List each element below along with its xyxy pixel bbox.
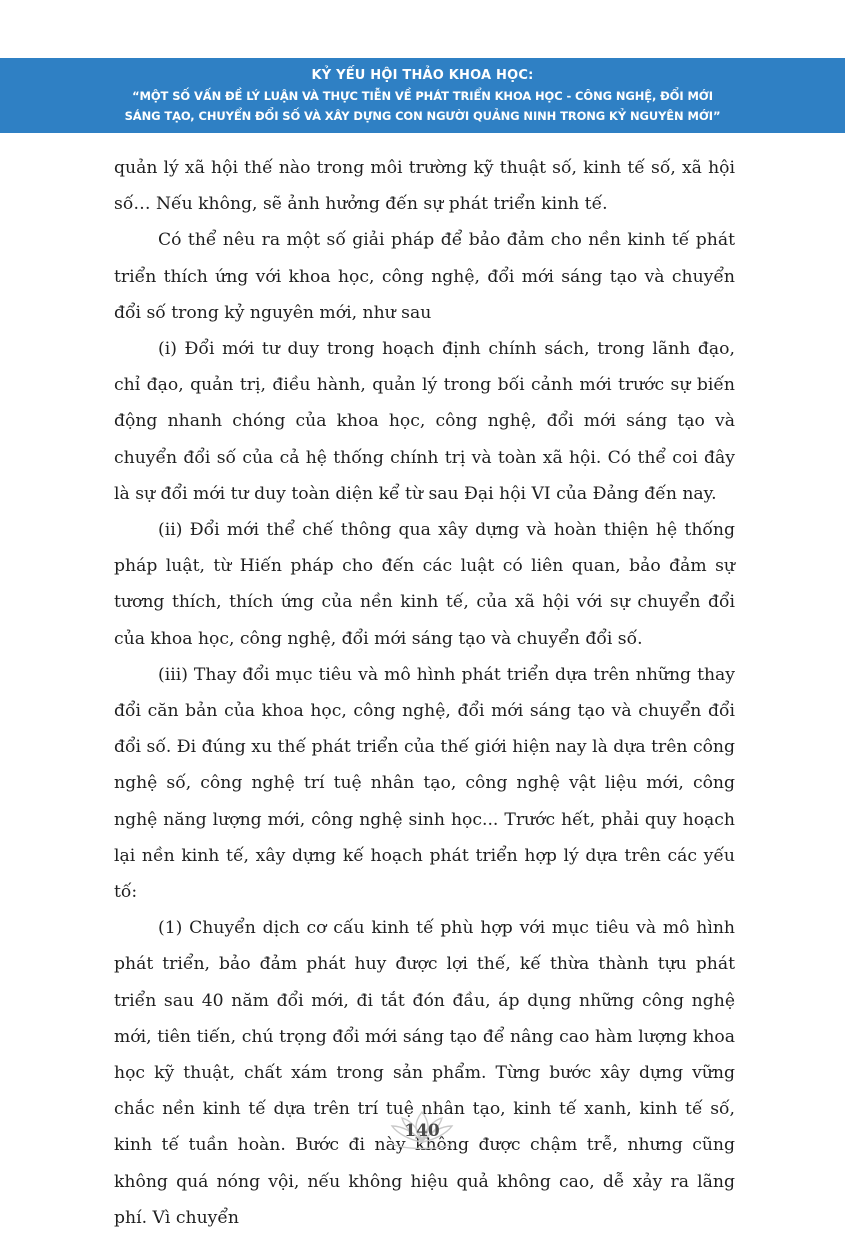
paragraph-continuation: quản lý xã hội thế nào trong môi trường kỹ thuật số, kinh tế số, xã hội số… Nếu không, sẽ ảnh hưởng đến sự phát triển kinh tế. [114,158,735,215]
header-subtitle-line2: SÁNG TẠO, CHUYỂN ĐỔI SỐ VÀ XÂY DỰNG CON NGƯỜI QUẢNG NINH TRONG KỶ NGUYÊN MỚI” [124,109,721,123]
header-subtitle-line1: “MỘT SỐ VẤN ĐỀ LÝ LUẬN VÀ THỰC TIỄN VỀ PHÁT TRIỂN KHOA HỌC - CÔNG NGHỆ, ĐỔI MỚI [132,89,713,103]
page-footer [372,1108,472,1156]
page-number: 140 [404,1121,440,1141]
paragraph-solution-iii: (iii) Thay đổi mục tiêu và mô hình phát triển dựa trên những thay đổi căn bản của khoa học, công nghệ, đổi mới sáng tạo và chuyển đổi đổi số. Đi đúng xu thế phát triển của thế giới hiện nay là dựa trên công nghệ số, công nghệ trí tuệ nhân tạo, công nghệ vật liệu mới, công nghệ năng lượng mới, công nghệ sinh học... Trước hết, phải quy hoạch lại nền kinh tế, xây dựng kế hoạch phát triển hợp lý dựa trên các yếu tố: [114,664,735,903]
body-text [114,150,735,1236]
page-header-banner [0,58,845,133]
header-title: KỶ YẾU HỘI THẢO KHOA HỌC: [311,68,534,83]
paragraph-solution-i: (i) Đổi mới tư duy trong hoạch định chính sách, trong lãnh đạo, chỉ đạo, quản trị, điều hành, quản lý trong bối cảnh mới trước sự biến động nhanh chóng của khoa học, công nghệ, đổi mới sáng tạo và chuyển đổi số của cả hệ thống chính trị và toàn xã hội. Có thể coi đây là sự đổi mới tư duy toàn diện kể từ sau Đại hội VI của Đảng đến nay. [114,339,735,504]
paragraph-factor-1: (1) Chuyển dịch cơ cấu kinh tế phù hợp với mục tiêu và mô hình phát triển, bảo đảm phát huy được lợi thế, kế thừa thành tựu phát triển sau 40 năm đổi mới, đi tắt đón đầu, áp dụng những công nghệ mới, tiên tiến, chú trọng đổi mới sáng tạo để nâng cao hàm lượng khoa học kỹ thuật, chất xám trong sản phẩm. Từng bước xây dựng vững chắc nền kinh tế dựa trên trí tuệ nhân tạo, kinh tế xanh, kinh tế số, kinh tế tuần hoàn. Bước đi này không được chậm trễ, nhưng cũng không quá nóng vội, nếu không hiệu quả không cao, dễ xảy ra lãng phí. Vì chuyển [114,918,735,1228]
paragraph-solution-ii: (ii) Đổi mới thể chế thông qua xây dựng và hoàn thiện hệ thống pháp luật, từ Hiến pháp cho đến các luật có liên quan, bảo đảm sự tương thích, thích ứng của nền kinh tế, của xã hội với sự chuyển đổi của khoa học, công nghệ, đổi mới sáng tạo và chuyển đổi số. [114,520,735,649]
paragraph-intro: Có thể nêu ra một số giải pháp để bảo đảm cho nền kinh tế phát triển thích ứng với khoa học, công nghệ, đổi mới sáng tạo và chuyển đổi số trong kỷ nguyên mới, như sau [114,230,735,323]
